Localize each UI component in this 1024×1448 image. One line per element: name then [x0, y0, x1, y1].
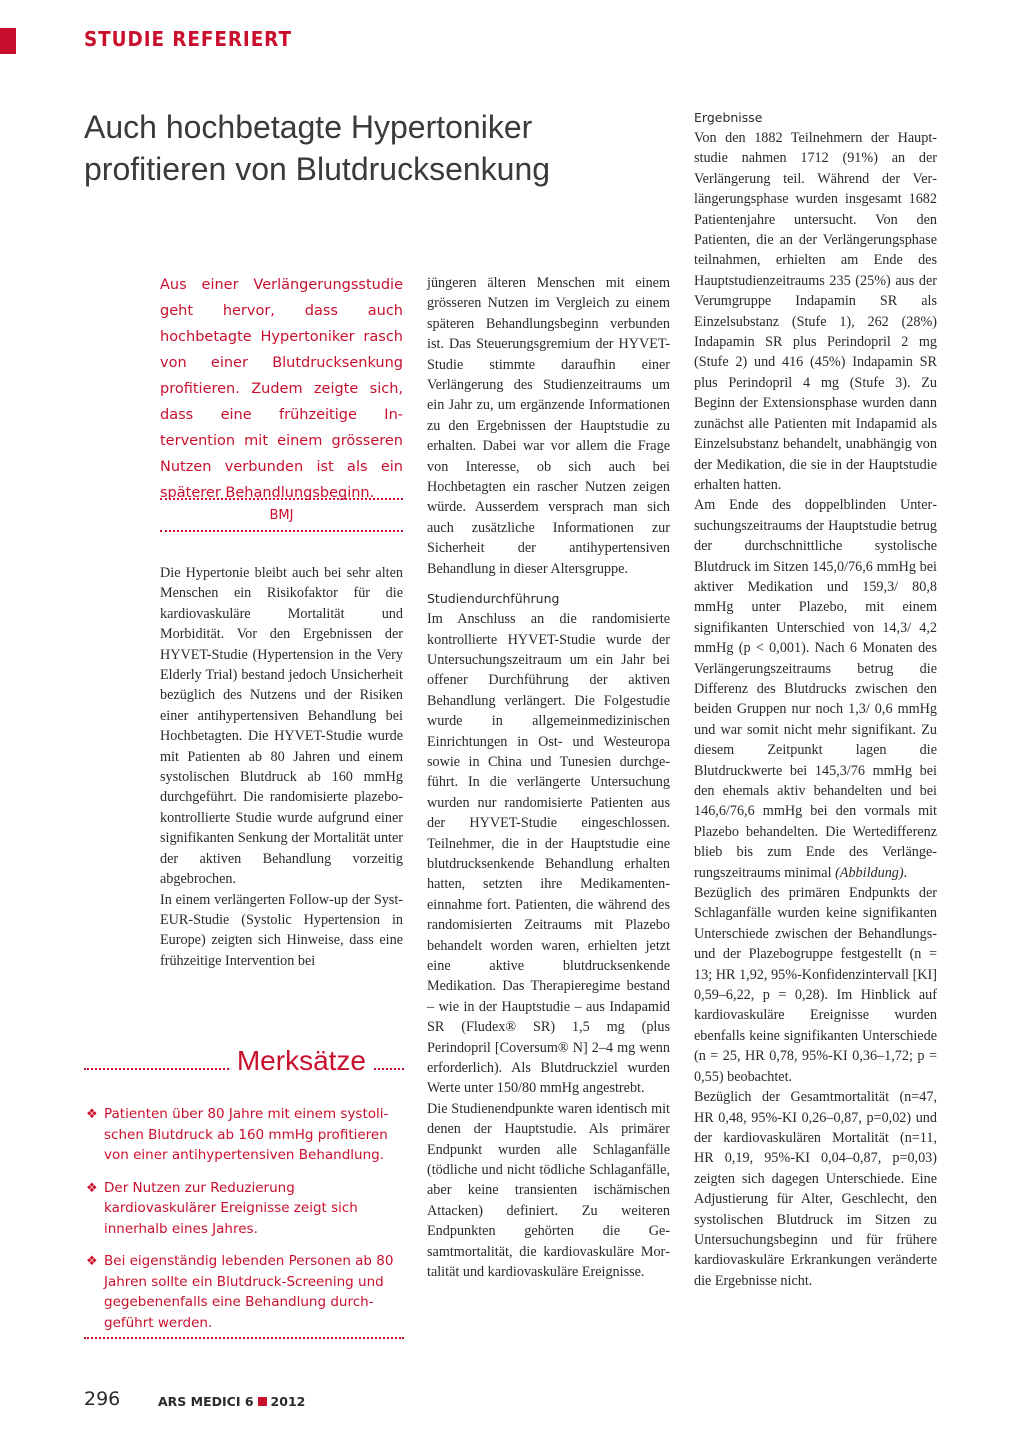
list-item-text: Der Nutzen zur Reduzierung kardiovaskulärer Ereignisse zeigt sich innerhalb eines Jahres.: [104, 1179, 358, 1237]
article-lead: Aus einer Verlängerungsstudie geht hervor, dass auch hochbetagte Hypertoniker rasch von einer Blutdrucksenkung profitieren. Zudem zeigte sich, dass eine frühzeitige Intervention mit einem grösseren Nutzen verbunden ist als ein späterer Behandlungsbeginn.: [160, 277, 403, 501]
page-number: 296: [84, 1388, 121, 1410]
article-title: [84, 106, 644, 190]
list-item: [86, 1251, 406, 1333]
paragraph-end: .: [903, 864, 908, 881]
text-column-3: [694, 108, 937, 1291]
diamond-bullet-icon: ❖: [86, 1180, 98, 1196]
merksaetze-list: [86, 1104, 406, 1345]
list-item: [86, 1178, 406, 1240]
paragraph: Von den 1882 Teilnehmern der Hauptstudie nahmen 1712 (91%) an der Verlängerung teil. Während der Verlängerungsphase wurden insgesamt 1682 Patientenjahre untersucht. Von den Patienten, die an der Verlängerungsphase teilnahmen, erhielten am Ende des Hauptstudienzeitraums 235 (25%) aus der Verumgruppe Indapamin SR als Einzelsubstanz (Stufe 1), 262 (28%) Indapamin SR plus Perindopril 2 mg (Stufe 2) und 416 (45%) Indapamin SR plus Perindopril 4 mg (Stufe 3). Zu Beginn der Extensionsphase wurden dann zunächst alle Patienten mit Indapamid als Einzelsubstanz behandelt, unabhängig von der Medikation, die sie in der Hauptstudie erhalten hatten.: [694, 130, 937, 493]
subheading-ergebnisse: Ergebnisse: [694, 110, 763, 125]
diamond-bullet-icon: ❖: [86, 1254, 98, 1269]
list-item-text: Patienten über 80 Jahre mit einem systolischen Blutdruck ab 160 mmHg profitieren von einer antihypertensiven Behandlung.: [104, 1106, 389, 1163]
paragraph: In einem verlängerten Follow-up der Syst-EUR-Studie (Systolic Hypertension in Europe) zeigten sich Hinweise, dass eine frühzeitige Intervention bei: [160, 891, 403, 969]
divider-top: [160, 498, 403, 500]
dotted-leader: [84, 1052, 229, 1070]
paragraph: [694, 495, 937, 883]
title-line-2: profitieren von Blutdrucksenkung: [84, 151, 551, 187]
paragraph: Im Anschluss an die randomisierte kontrollierte HYVET-Studie wurde der Untersuchungszeitraum um ein Jahr bei offener Durchführung der aktiven Behandlung verlängert. Die Folgestudie wurde in allgemeinmedizinischen Einrichtungen in Ost- und Westeuropa sowie in China und Tunesien durchgeführt. In die verlängerte Untersuchung wurden nur randomisierte Patienten aus der HYVET-Studie eingeschlossen. Teilnehmer, die in der Hauptstudie eine blutdrucksenkende Behandlung erhalten hatten, setzten ihre Medikamenteneinnahme fort. Patienten, die während des randomisierten Zeitraums mit Plazebo behandelt worden waren, erhielten jetzt eine aktive blutdrucksenkende Medikation. Das Therapieregime bestand – wie in der Hauptstudie – aus Indapamid SR (Fludex® SR) 1,5 mg (plus Perindopril [Coversum® N] 2–4 mg wenn erforderlich). Als Blutdruckziel wurden Werte unter 150/80 mmHg angestrebt.: [427, 611, 670, 1097]
paragraph: jüngeren älteren Menschen mit einem grösseren Nutzen im Vergleich zu einem späteren Behandlungsbeginn verbunden ist. Das Steuerungsgremium der HYVET-Studie stimmte daraufhin einer Verlängerung des Studienzeitraums um ein Jahr zu, um ergänzende Informationen zu den Ergebnissen der Hauptstudie zu erhalten. Dabei war vor allem die Frage von Interesse, ob sich auch bei Hochbetagten ein rascher Nutzen zeigen würde. Ausserdem versprach man sich auch zusätzliche Informationen zur Sicherheit der antihypertensiven Behandlung in dieser Altersgruppe.: [427, 275, 670, 577]
source-label: BMJ: [269, 508, 294, 523]
paragraph: Bezüglich der Gesamtmortalität (n=47, HR 0,48, 95%-KI 0,26–0,87, p=0,02) und der kardiovaskulären Mortalität (n=11, HR 0,19, 95%-KI 0,04–0,87, p=0,03) zeigten sich dagegen Unterschiede. Eine Adjustierung für Alter, Geschlecht, den systolischen Blutdruck im Sitzen zu Untersuchungsbeginn und für frühere kardiovaskuläre Erkrankungen veränderte die Ergebnisse nicht.: [694, 1089, 937, 1289]
section-label: STUDIE REFERIERT: [84, 27, 292, 51]
merksaetze-header: [84, 1043, 404, 1079]
text-column-1: [160, 563, 403, 971]
paragraph: Die Hypertonie bleibt auch bei sehr alten Menschen ein Risikofaktor für die kardiovaskuläre Mortalität und Morbidität. Vor den Ergebnissen der HYVET-Studie (Hypertension in the Very Elderly Trial) bestand jedoch Unsicherheit bezüglich des Nutzens und der Risiken einer antihypertensiven Behandlung bei Hochbetagten. Die HYVET-Studie wurde mit Patienten ab 80 Jahren und einem systolischen Blutdruck ab 160 mmHg durchgeführt. Die randomisierte plazebokontrollierte Studie wurde aufgrund einer signifikanten Senkung der Mortalität unter der aktiven Behandlung vorzeitig abgebrochen.: [160, 565, 403, 888]
text-column-2: [427, 273, 670, 1283]
dotted-leader: [374, 1052, 404, 1070]
list-item-text: Bei eigenständig lebenden Personen ab 80 Jahren sollte ein Blutdruck-Screening und gegebenenfalls eine Behandlung durchgeführt werden.: [104, 1253, 394, 1331]
magazine-issue: [158, 1394, 305, 1409]
list-item: [86, 1104, 406, 1166]
square-separator-icon: [258, 1397, 267, 1406]
title-line-1: Auch hochbetagte Hypertoniker: [84, 109, 533, 145]
figure-reference: (Abbildung): [835, 864, 904, 881]
merksaetze-title: Merksätze: [236, 1045, 366, 1076]
paragraph: Bezüglich des primären Endpunkts der Schlaganfälle wurden keine signifikanten Unterschiede zwischen der Behandlungs- und der Plazebogruppe festgestellt (n = 13; HR 1,92, 95%-Konfidenzintervall [KI] 0,59–6,22, p = 0,28). Im Hinblick auf kardiovaskuläre Ereignisse wurden ebenfalls keine signifikanten Unterschiede (n = 25, HR 0,78, 95%-KI 0,36–1,72; p = 0,55) beobachtet.: [694, 885, 937, 1085]
subheading-studiendurchfuehrung: Studiendurchführung: [427, 591, 560, 607]
paragraph: Die Studienendpunkte waren identisch mit denen der Hauptstudie. Als primärer Endpunkt wurden alle Schlaganfälle (tödliche und nicht tödliche Schlaganfälle, aber keine transienten ischämischen Attacken) definiert. Zu weiteren Endpunkten gehörten die Gesamtmortalität, die kardiovaskuläre Mortalität und kardiovaskuläre Ereignisse.: [427, 1100, 670, 1281]
diamond-bullet-icon: ❖: [86, 1107, 98, 1122]
divider-bottom: [160, 530, 403, 532]
section-marker: [0, 28, 16, 54]
merksaetze-bottom-divider: [84, 1337, 404, 1339]
magazine-year: 2012: [270, 1394, 306, 1409]
magazine-name: ARS MEDICI 6: [158, 1394, 254, 1409]
paragraph-text: Am Ende des doppelblinden Untersuchungszeitraums der Hauptstudie betrug der durchschnittliche systolische Blutdruck im Sitzen 145,0/76,6 mmHg bei aktiver Medikation und 159,3/ 80,8 mmHg unter Plazebo, mit einem signifikanten Unterschied von 14,3/ 4,2 mmHg (p < 0,001). Nach 6 Monaten des Verlängerungszeitraums betrug die Differenz des Blutdrucks zwischen den beiden Gruppen nur noch 1,3/ 0,6 mmHg und war somit nicht mehr signifikant. Zu diesem Zeitpunkt lagen die Blutdruckwerte bei 145,3/76 mmHg bei den ehemals aktiv behandelten und bei 146,6/76,6 mmHg bei den vormals mit Plazebo behandelten. Die Wertedifferenz blieb bis zum Ende des Verlängerungszeitraums minimal: [694, 497, 937, 881]
